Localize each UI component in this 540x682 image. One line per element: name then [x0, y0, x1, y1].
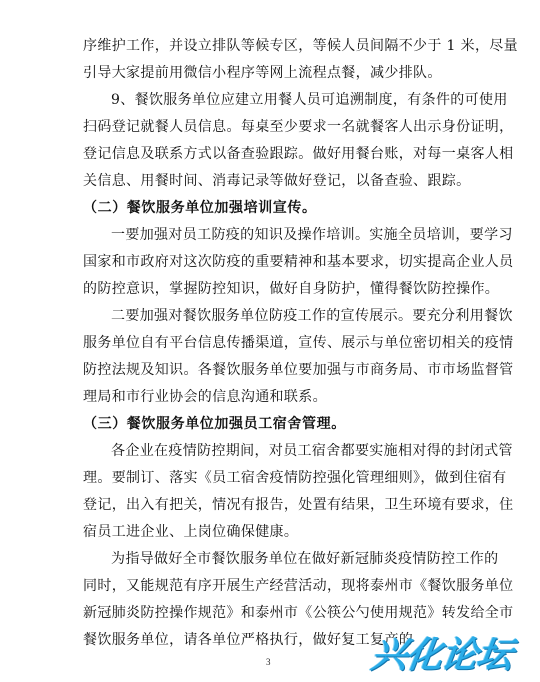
text-line-10: 的防控意识，掌握防控知识，做好自身防护，懂得餐饮防控操作。	[83, 281, 500, 297]
text-line-9: 国家和市政府对这次防疫的重要精神和基本要求，切实提高企业人员	[83, 254, 514, 270]
text-line-13: 防控法规及知识。各餐饮服务单位要加强与市商务局、市市场监督管	[83, 362, 514, 378]
text-line-4: 扫码登记就餐人员信息。每桌至少要求一名就餐客人出示身份证明，	[83, 119, 514, 135]
forum-watermark-logo: 兴化论坛	[368, 634, 515, 676]
text-line-8: 一要加强对员工防疫的知识及操作培训。实施全员培训，要学习	[111, 227, 513, 243]
text-line-2: 引导大家提前用微信小程序等网上流程点餐，减少排队。	[83, 65, 442, 81]
text-line-19: 宿员工进企业、上岗位确保健康。	[83, 524, 299, 540]
section-heading-training: （二）餐饮服务单位加强培训宣传。	[83, 200, 317, 216]
text-line-12: 服务单位自有平台信息传播渠道，宣传、展示与单位密切相关的疫情	[83, 335, 514, 351]
page-number: 3	[266, 657, 271, 667]
text-line-20: 为指导做好全市餐饮服务单位在做好新冠肺炎疫情防控工作的	[111, 551, 499, 567]
text-line-6: 关信息、用餐时间、消毒记录等做好登记，以备查验、跟踪。	[83, 173, 471, 189]
text-line-11: 二要加强对餐饮服务单位防疫工作的宣传展示。要充分利用餐饮	[111, 308, 513, 324]
section-heading-dormitory: （三）餐饮服务单位加强员工宿舍管理。	[83, 416, 346, 432]
text-line-16: 各企业在疫情防控期间，对员工宿舍都要实施相对得的封闭式管	[111, 443, 513, 459]
text-line-18: 登记，出入有把关，情况有报告，处置有结果，卫生环境有要求，住	[83, 497, 514, 513]
text-line-3: 9、餐饮服务单位应建立用餐人员可追溯制度，有条件的可使用	[111, 92, 508, 108]
text-line-14: 理局和市行业协会的信息沟通和联系。	[83, 389, 327, 405]
text-line-22: 新冠肺炎防控操作规范》和泰州市《公筷公勺使用规范》转发给全市	[83, 605, 514, 621]
text-line-23: 餐饮服务单位，请各单位严格执行，做好复工复产的	[83, 632, 414, 648]
text-line-1: 序维护工作，并设立排队等候专区，等候人员间隔不少于 1 米，尽量	[83, 38, 519, 54]
text-line-5: 登记信息及联系方式以备查验跟踪。做好用餐台账，对每一桌客人相	[83, 146, 514, 162]
text-line-17: 理。要制订、落实《员工宿舍疫情防控强化管理细则》，做到住宿有	[83, 470, 507, 486]
text-line-21: 同时，又能规范有序开展生产经营活动，现将泰州市《餐饮服务单位	[83, 578, 514, 594]
